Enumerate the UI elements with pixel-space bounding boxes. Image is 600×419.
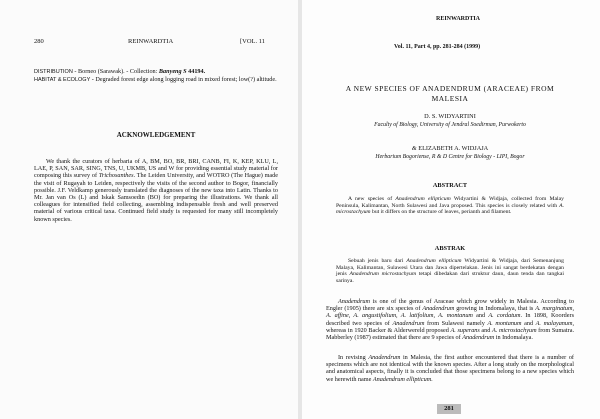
intro-text-9: from Sumatra. Mabberley (1987) estimated that there are 9 species of	[326, 326, 575, 342]
distribution-collector: Banyeng S	[158, 68, 187, 75]
ack-genus: Trichosanthes	[98, 172, 134, 180]
abstrak-paragraph	[336, 258, 564, 284]
abstract-text-1: A new species of	[348, 196, 396, 202]
ack-text-2: . The Leiden University, and WOTRO (The Hague) made the visit of Rugayah to Leiden, respectively the visits of the second author to Bogor, financially possible. J.F. Veldkamp generously translated the diagnoses of the new taxa into Latin. Thanks to Mr. Jan van Os (L) and Iskak Samsoedin (BO) for preparing the illustrations. We thank all colleagues for intensified field collecting, assembling indispensable fresh and well preserved material of various critical taxa. Continued field study is requested for many still incompletely known species.	[34, 172, 279, 223]
intro-text-10: in Indomalaya.	[494, 334, 533, 342]
right-running-head: REINWARDTIA	[436, 16, 481, 22]
revising-paragraph	[326, 354, 574, 383]
intro-text-5: from Sulawesi namely	[424, 319, 488, 327]
revising-genus: Anadendrum	[368, 354, 401, 361]
intro-text-2: growing in Indomalaya, that is	[454, 305, 536, 313]
revising-text-2: in Malesia, the first author encountered that there is a number of specimens which are not identical with the known species. After a long study on the morphological and anatomical aspects, finally it is concluded that those specimens belong to a new species which we herewith name	[326, 354, 574, 383]
revising-species: Anadendrum ellipticum	[372, 375, 432, 383]
left-page-number: 280	[34, 38, 44, 45]
right-page-number: 281	[437, 404, 461, 414]
intro-text-7: , whereas in 1920 Backer & Alderwereld proposed	[326, 319, 575, 334]
intro-text-1: is one of the genus of Araceae which grow widely in Malesia. According to Engler (1905) there are six species of	[326, 298, 574, 313]
habitat-text: - Degraded forest edge along logging road in mixed forest; low(?) altitude.	[90, 76, 277, 83]
abstract-text-2: Widyartini & Widjaja, collected from Malay Peninsula, Kalimantan, North Sulawesi and Java proposed. This species is closely related with	[336, 196, 564, 209]
intro-cordatum: A. cordatum	[488, 312, 521, 320]
abstract-paragraph	[336, 196, 564, 216]
abstract-species-1: Anadendrum ellipticum	[395, 196, 451, 202]
abstrak-text-1: Sebuah jenis baru dari	[348, 258, 407, 264]
acknowledgement-paragraph	[34, 158, 278, 223]
abstrak-species-2: Anadendrum microstachyum	[349, 271, 417, 278]
intro-genus-3: Anadendrum	[392, 319, 425, 327]
habitat-label: HABITAT & ECOLOGY	[34, 77, 91, 83]
intro-genus-2: Anadendrum	[422, 305, 455, 313]
intro-text-4: . In 1898, Koorders described two species of	[326, 312, 574, 327]
abstract-heading: ABSTRACT	[432, 182, 468, 189]
author-1: D. S. WIDYARTINI	[424, 113, 476, 120]
and-word: &	[411, 145, 417, 152]
affiliation-1: Faculty of Biology, University of Jendral Soedirman, Purwokerto	[374, 122, 526, 128]
distribution-text: - Borneo (Sarawak). - Collection:	[72, 68, 159, 75]
abstract-text-3: but it differs on the structure of leaves, perianth and filament.	[370, 209, 512, 216]
intro-genus: Anadendrum	[338, 298, 370, 305]
intro-text-3: and	[472, 312, 489, 320]
left-running-head: REINWARDTIA	[128, 38, 174, 45]
abstrak-text-2: Widyartini & Widjaja, dari Semenanjung Malaya, Kalimantan, Sulawesi Utara dan Jawa dipertelakan. Jenis ini sangat berdekatan dengan jenis	[336, 258, 564, 278]
intro-malayanum: A. malayanum	[535, 319, 573, 327]
author-2-line	[326, 145, 574, 152]
habitat-paragraph	[34, 76, 278, 84]
article-title: A NEW SPECIES OF ANADENDRUM (ARACEAE) FROM MALESIA	[345, 84, 555, 103]
left-volume: [VOL. 11	[240, 38, 266, 45]
intro-genus-4: Anadendrum	[462, 334, 495, 342]
intro-superans: A. superans	[450, 326, 480, 334]
intro-microstachyum: A. microstachyum	[492, 326, 537, 334]
intro-species-list: A. marginatum, A. affine, A. angustifolium, A. latifolium, A. montanum	[326, 305, 574, 320]
intro-text-6: and	[521, 319, 536, 327]
right-citation: Vol. 11, Part 4, pp. 281-284 (1999)	[394, 44, 481, 50]
author-2: ELIZABETH A. WIDJAJA	[418, 145, 489, 152]
distribution-paragraph	[34, 68, 278, 76]
revising-text-3: .	[431, 375, 433, 383]
abstrak-text-3: tetapi dibedakan dari struktur daun, daun tenda dan tangkai sarinya.	[336, 271, 564, 284]
acknowledgement-heading: ACKNOWLEDGEMENT	[116, 131, 196, 139]
introduction-paragraph	[326, 298, 574, 341]
distribution-number: 44194.	[186, 68, 206, 75]
ack-text-1: We thank the curators of herbaria of A, BM, BO, BR, BRI, CANB, FI, K, KEP, KLU, L, LAE, P, SAN, SAR, SING, TNS, U, UKMB, US and W for providing essential study material for composing this survey of	[34, 158, 278, 180]
abstract-species-2: A. microstachyum	[336, 202, 564, 216]
abstrak-species-1: Anadendrum ellipticum	[406, 258, 462, 264]
intro-text-8: and	[479, 326, 492, 334]
distribution-label: DISTRIBUTION	[34, 69, 73, 75]
intro-montanum: A. montanum	[487, 319, 522, 327]
affiliation-2: Herbarium Bogoriense, R & D Centre for Biology - LIPI, Bogor	[375, 154, 525, 160]
abstrak-heading: ABSTRAK	[434, 245, 466, 252]
revising-text-1: In revising	[338, 354, 369, 361]
